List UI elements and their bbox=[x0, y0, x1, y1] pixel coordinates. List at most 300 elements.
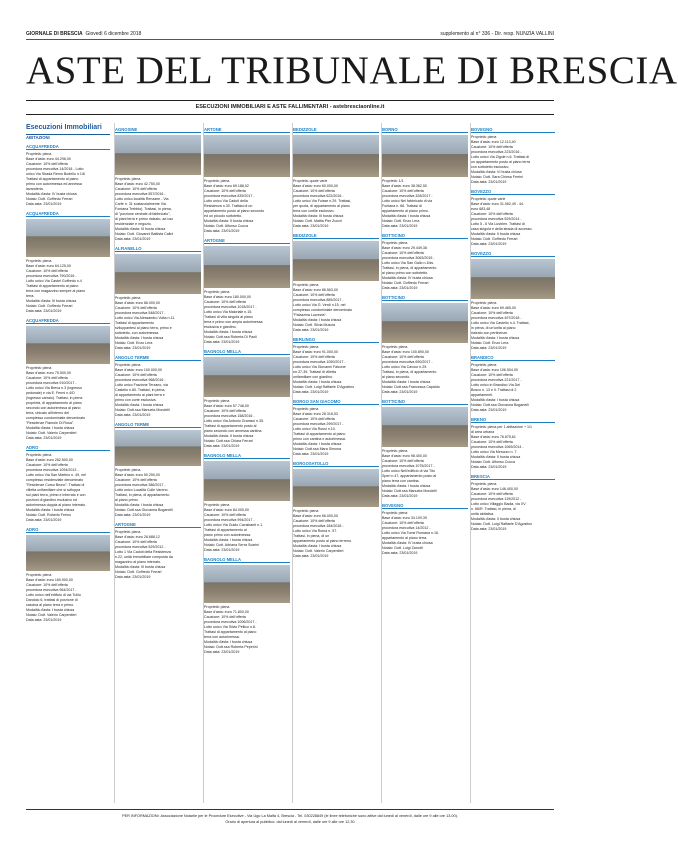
listing bbox=[115, 355, 201, 418]
listing-text: Data asta: 23/01/2019 bbox=[293, 328, 329, 332]
listing-text: procedura esecutiva 889/2017 - bbox=[293, 298, 344, 302]
listing-text: sviluppantesi al piano terra, primo e bbox=[115, 326, 172, 330]
listing-text: di appartamento ai piani terra e bbox=[115, 393, 165, 397]
listing-location: BOVEZZO bbox=[471, 251, 555, 257]
listing-text: Modalità d'asta: IV busta chiusa bbox=[26, 192, 77, 196]
listing-text: procedura esecutiva 1069/2014 - bbox=[471, 445, 524, 449]
listing-text: Lotto unico Via Giovanni Falcone bbox=[293, 365, 346, 369]
listing-text: Proprietà: piena bbox=[204, 503, 230, 507]
listing bbox=[204, 453, 290, 553]
listing-text: Cauzione: 10% dell'offerta bbox=[382, 251, 424, 255]
listing-text: procedura esecutiva 14/2012 - bbox=[382, 526, 431, 530]
listing bbox=[204, 127, 290, 234]
listing-text: Data asta: 23/01/2019 bbox=[471, 346, 507, 350]
listing-text: Proprietà: piena bbox=[471, 482, 497, 486]
listing-location: ADRO bbox=[26, 527, 110, 533]
listing-text: Lotto unico Via Fuisse n.29. Trattasi, bbox=[293, 199, 352, 203]
listing-text: Base d'asta: euro 28.318,53 bbox=[293, 412, 338, 416]
listing-text: Lotto unico Via Castel Goffredo n.4 bbox=[26, 279, 82, 283]
divider bbox=[26, 114, 554, 115]
listing-location: BEDIZZOLE bbox=[293, 233, 379, 239]
listing-text: Notaio: Dott. Sara Chiesa Ferrini bbox=[471, 175, 523, 179]
listing-text: in piena, di un'unità al piano bbox=[471, 326, 516, 330]
listing-text: Base d'asta: euro 66.000,00 bbox=[293, 514, 338, 518]
listing bbox=[471, 189, 555, 247]
listing-text: Proprietà: piena bbox=[26, 366, 52, 370]
listing-text: Data asta: 23/01/2019 bbox=[204, 444, 240, 448]
listing-text: Lotto unico Via G. Verdi n.15, nel bbox=[293, 303, 346, 307]
property-photo bbox=[115, 135, 201, 175]
listing-text: Base d'asta: euro 29.449,38 bbox=[382, 246, 427, 250]
listing-text: Cauzione: 10% dell'offerta bbox=[382, 521, 424, 525]
property-photo bbox=[204, 135, 290, 177]
listing-text: Notaio: Dott. Silvia Muscia bbox=[293, 323, 335, 327]
listing-text: Lotto unico Via Caduti della bbox=[204, 199, 248, 203]
listing-text: Cauzione: 10% dell'offerta bbox=[382, 189, 424, 193]
listing-text: unità abitativa. bbox=[471, 512, 495, 516]
property-photo bbox=[115, 254, 201, 294]
listing-text: magazzino al piano interrato. bbox=[115, 560, 162, 564]
listing bbox=[293, 399, 379, 457]
listing-text: appartamenti. bbox=[471, 393, 493, 397]
listing-text: Notaio: Dott. Valerio Carpentieri bbox=[293, 549, 344, 553]
listing-text: Lotto unico Villaggio Badia, via XV bbox=[471, 502, 526, 506]
listing-text: appartamento al piano terra. bbox=[382, 536, 428, 540]
listing-text: Notaio: Dott. Valerio Carpentieri bbox=[26, 613, 77, 617]
listing-location: BAGNOLO MELLA bbox=[204, 349, 290, 355]
listing-text: Modalità d'asta: III busta chiusa bbox=[26, 299, 77, 303]
listing-text: Modalità d'asta: III busta chiusa bbox=[115, 227, 166, 231]
listing-text: Base d'asta: euro 34.109,39 bbox=[382, 516, 427, 520]
listing-text: con sottotetto esclusivo. bbox=[471, 165, 510, 169]
listing-text: al piano primo con sottotetto. bbox=[382, 271, 429, 275]
listing-text: cascina al piano terra e primo. bbox=[26, 603, 75, 607]
listing-text: Data asta: 23/01/2019 bbox=[382, 224, 418, 228]
listing bbox=[382, 233, 468, 291]
listing-text: Proprietà: piena bbox=[115, 177, 141, 181]
listing-text: Data asta: 23/01/2019 bbox=[382, 551, 418, 555]
listing-text: Data asta: 23/01/2019 bbox=[115, 513, 151, 517]
listing-text: Data asta: 23/01/2019 bbox=[115, 237, 151, 241]
listing-text: Notaio: Dott.ssa Manuela Mondelli bbox=[115, 408, 170, 412]
listing-location: BOTTICINO bbox=[382, 233, 468, 239]
listing-text: Proprietà: piena bbox=[204, 399, 230, 403]
listing-text: appartamento posto al piano terreno. bbox=[293, 539, 352, 543]
listing-text: Base d'asta: euro 106.504,00 bbox=[471, 368, 518, 372]
listing-text: Cauzione: 10% dell'offerta bbox=[26, 269, 68, 273]
listing-text: primo con autorimessa ed annessa bbox=[26, 182, 82, 186]
listing-text: Cauzione: 10% dell'offerta bbox=[471, 492, 513, 496]
listing-text: Lotto unico Via Tome Romana n.16, bbox=[382, 531, 440, 535]
property-photo bbox=[293, 135, 379, 177]
listing-text: Data asta: 23/01/2019 bbox=[204, 229, 240, 233]
listing-text: Base d'asta: euro 100.000,00 bbox=[115, 368, 162, 372]
listing-location: ANGOLO TERME bbox=[115, 422, 201, 428]
newspaper-name: GIORNALE DI BRESCIA Giovedì 6 dicembre 2018 bbox=[26, 31, 142, 37]
listing-text: "Palazzina Lucrezia". bbox=[293, 313, 327, 317]
listing-text: Modalità d'asta: I busta chiusa bbox=[115, 336, 164, 340]
listing-location: BERLINGO bbox=[293, 337, 379, 343]
listing-text: Modalità d'asta: II busta chiusa bbox=[471, 232, 521, 236]
listing-text: Proprietà: piena bbox=[115, 296, 141, 300]
listing-text: Data asta: 23/01/2019 bbox=[115, 413, 151, 417]
listing-text: Notaio: Dott. Enzo Lera bbox=[115, 341, 153, 345]
listing-text: Notaio: Dott. Goffredo Ferrari bbox=[26, 304, 73, 308]
divider bbox=[26, 100, 554, 101]
listing-text: Proprietà: piena bbox=[471, 363, 497, 367]
listing-text: Modalità d'asta: I busta chiusa bbox=[115, 503, 164, 507]
listing-text: Base d'asta: euro 160.900,00 bbox=[26, 578, 73, 582]
listing-text: "Residenze Fiamule Di Rosa". bbox=[26, 421, 75, 425]
listing-text: procedura esecutiva 3063/2015 - bbox=[382, 256, 435, 260]
listing-location: ALFIANELLO bbox=[115, 246, 201, 252]
listing-text: Data asta: 23/01/2019 bbox=[471, 408, 507, 412]
listing-text: di piani terra e primo rialzato, ad uso bbox=[115, 217, 174, 221]
listing-text: Data asta: 23/01/2019 bbox=[26, 518, 62, 522]
listing-text: Data asta: 23/01/2019 bbox=[26, 436, 62, 440]
listing-text: procedura esecutiva 964/2017 - bbox=[26, 588, 77, 592]
listing bbox=[471, 417, 555, 470]
listing bbox=[293, 233, 379, 333]
listing-text: Base d'asta: euro 76.875,61 bbox=[471, 435, 516, 439]
listing-location: BOTTICINO bbox=[382, 295, 468, 301]
listing-text: procedura esecutiva 1018/2017 - bbox=[204, 305, 257, 309]
listing-text: Trattasi di appartamento al piano bbox=[26, 284, 79, 288]
listing-text: Resistenza n.30. Trattasi di un bbox=[204, 204, 253, 208]
listing bbox=[293, 127, 379, 229]
listing-text: Notaio: Dott. Luigi Raffaele D'Agostino bbox=[471, 522, 533, 526]
listing-text: casa singola e della strada di accesso. bbox=[471, 227, 533, 231]
listing-text: Base d'asta: euro 86.000,00 bbox=[115, 301, 160, 305]
listing-column bbox=[470, 123, 555, 803]
listing-location: ACQUAFREDDA bbox=[26, 318, 110, 324]
listing-text: procedura esecutiva 328/2017 - bbox=[382, 194, 433, 198]
listing-text: Proprietà: piena bbox=[382, 511, 408, 515]
listing-location: BOVEGNO bbox=[471, 127, 555, 133]
listing-text: procedura esecutiva 839/2017 - bbox=[204, 194, 255, 198]
property-photo bbox=[115, 430, 201, 466]
listing-text: procedura esecutiva 14/2018 - Lotto bbox=[26, 167, 84, 171]
listing-text: Cauzione: 10% dell'offerta bbox=[471, 145, 513, 149]
property-photo bbox=[26, 535, 110, 571]
listing-text: Notaio: Dott. Mattia Pier Zuccri bbox=[293, 219, 342, 223]
listing-text: lavanderia. bbox=[26, 187, 44, 191]
listing-text: proprietà, di appartamento al piano bbox=[26, 401, 82, 405]
listing bbox=[382, 399, 468, 499]
listing bbox=[471, 251, 555, 351]
listing-text: Cauzione: 10% dell'offerta bbox=[204, 189, 246, 193]
listing-text: Data asta: 23/01/2019 bbox=[115, 575, 151, 579]
listing-location: ANGOLO TERME bbox=[115, 355, 201, 361]
listing-text: Lotto unico Frazione Terzano, via bbox=[115, 383, 168, 387]
listing-text: Notaio: Dott. Alfonso Cucca bbox=[204, 224, 248, 228]
listing bbox=[204, 238, 290, 345]
listing-text: Cauzione: 10% dell'offerta bbox=[382, 355, 424, 359]
listing-text: Notaio: Dott.ssa Mara Simona bbox=[293, 447, 341, 451]
listing-location: ARTONE bbox=[204, 127, 290, 133]
listing-text: Proprietà: piena bbox=[382, 241, 408, 245]
listing-text: Cauzione: 10% dell'offerta bbox=[293, 417, 335, 421]
listing-text: Modalità d'asta: III busta chiusa bbox=[115, 565, 166, 569]
listing-text: Cauzione: 10% dell'offerta bbox=[293, 189, 335, 193]
listing-text: Modalità d'asta: I busta chiusa bbox=[26, 608, 75, 612]
listing-location: BAGNOLO MELLA bbox=[204, 557, 290, 563]
listing-text: Notaio: Dott. Luigi Zanotti bbox=[382, 546, 423, 550]
listing-text: Lotto unico Via Cavour n.29. bbox=[382, 365, 428, 369]
listing-text: Notaio: Dott.ssa Giovanna Boganelli bbox=[471, 403, 529, 407]
listing-text: Modalità d'asta: I busta chiusa bbox=[382, 484, 431, 488]
listing-text: Base d'asta: euro 28.688,12 bbox=[115, 535, 160, 539]
listing-text: procedura esecutiva 221/2017 - bbox=[471, 378, 522, 382]
listing-text: Base d'asta: euro 86.563,00 bbox=[293, 288, 338, 292]
listing-text: Castello n.80. Trattasi, in piena, bbox=[115, 388, 166, 392]
listing-text: Bosco n. 13 e Il. Trattasi di 2 bbox=[471, 388, 517, 392]
listing-column bbox=[114, 123, 201, 803]
listing-text: Proprietà: piena bbox=[293, 283, 319, 287]
listing-text: Lotto unico Località Colle Vareno. bbox=[115, 488, 169, 492]
listing-text: Proprietà: piena bbox=[204, 605, 230, 609]
listing-text: procedura esecutiva 557/2016 - bbox=[115, 192, 166, 196]
listing-text: procedura esecutiva 529/2012 - bbox=[115, 545, 166, 549]
listing-text: piano primo con autorimessa. bbox=[204, 533, 252, 537]
listing bbox=[471, 474, 555, 532]
listing-text: Trattasi di appartamento posto al bbox=[204, 424, 257, 428]
listing-text: Lotto unico Via Roma n. 57. bbox=[293, 529, 338, 533]
listing-text: Trattasi di appartamento al piano bbox=[204, 630, 257, 634]
listing-text: Modalità d'asta: I busta chiusa bbox=[204, 330, 253, 334]
listing-text: procedura esecutiva 119/2012 - bbox=[471, 497, 522, 501]
listing-text: Cauzione: 10% dell'offerta bbox=[382, 459, 424, 463]
listing-text: Notaio: Dott. Luigi Raffaele D'Agostino bbox=[293, 385, 355, 389]
listing-text: Lotto unico Via Guido Cavalcanti n.1. bbox=[204, 523, 264, 527]
listing bbox=[382, 127, 468, 229]
listing-text: Modalità d'asta: II busta chiusa bbox=[471, 517, 521, 521]
listing-text: primo con cantina e autorimessa. bbox=[293, 437, 346, 441]
listing-text: al piano secondo. bbox=[382, 375, 411, 379]
listing-text: Modalità d'asta: I busta chiusa bbox=[293, 318, 342, 322]
listing-text: procedura esecutiva 386/2017 - bbox=[115, 483, 166, 487]
listing bbox=[26, 144, 110, 207]
listing-text: Modalità d'asta: I busta chiusa bbox=[382, 214, 431, 218]
listing-text: Notaio: Dott. Valerio Carpentieri bbox=[26, 431, 77, 435]
listing-location: BOTTICINO bbox=[382, 399, 468, 405]
masthead-bar bbox=[26, 29, 554, 40]
listing-text: di "porzione centrale di fabbricato", bbox=[115, 212, 171, 216]
listing-text: Data asta: 23/01/2019 bbox=[26, 618, 62, 622]
listing-text: Lotto unico Via Silvio Pellico n.8. bbox=[204, 625, 256, 629]
listing-text: Cauzione: 10% dell'offerta bbox=[115, 540, 157, 544]
listing-text: Proprietà: piena bbox=[204, 290, 230, 294]
listing-text: Notaio: Dott.ssa Francesca Capaldo bbox=[382, 385, 440, 389]
listing-text: Dandolo 6, trattasi di porzione di bbox=[26, 598, 78, 602]
listing-text: complesso condominiale denominato bbox=[26, 416, 86, 420]
listing-location: AGNOSINE bbox=[115, 127, 201, 133]
listing-text: procedura esecutiva 994/2017 - bbox=[204, 518, 255, 522]
listing-text: Base d'asta: euro 50.250,00 bbox=[115, 473, 160, 477]
listing-text: Base d'asta: euro 38.362,50 bbox=[382, 184, 427, 188]
listing-text: Trattasi di appartamento al bbox=[204, 528, 247, 532]
listing-text: Cauzione: 10% dell'offerta bbox=[293, 355, 335, 359]
listing bbox=[115, 522, 201, 580]
listing-text: Data asta: 23/01/2019 bbox=[471, 465, 507, 469]
listing-text: Modalità d'asta: IV busta chiusa bbox=[382, 541, 433, 545]
listing-text: Lotto unico Via Zigole n.6. Trattasi di bbox=[471, 155, 530, 159]
listing-text: Modalità d'asta: I busta chiusa bbox=[293, 380, 342, 384]
listing-text: Notaio: Dott. Enzo Lera bbox=[382, 219, 420, 223]
listing-text: procedura esecutiva 690/2017 - bbox=[382, 360, 433, 364]
listing-text: Modalità d'asta: I busta chiusa bbox=[204, 538, 253, 542]
listing-text: Proprietà: piena bbox=[293, 509, 319, 513]
listing-text: Base d'asta: euro 31.062,49 - 44. bbox=[471, 202, 525, 206]
listing-text: Lotto unico Via Maioriale n.15. bbox=[204, 310, 253, 314]
listing-location: BAGNOLO MELLA bbox=[204, 453, 290, 459]
listing-text: sui piani terra, primo e interrato e con bbox=[26, 493, 86, 497]
listing-text: Modalità d'asta: I busta chiusa bbox=[293, 544, 342, 548]
listing-text: Proprietà: piena bbox=[293, 407, 319, 411]
listing-location: ACQUAFREDDA bbox=[26, 211, 110, 217]
listing-text: Proprietà: quote varie bbox=[471, 197, 506, 201]
listing-location: BORNO bbox=[382, 127, 468, 133]
listing-text: Modalità d'asta: II busta chiusa bbox=[204, 434, 254, 438]
listing-text: Proprietà: piena per 1 abitazione + 1/1 bbox=[471, 425, 533, 429]
listing-text: procedura esecutiva 1094/2013 - bbox=[26, 468, 79, 472]
listing-text: procedura esecutiva 529/2014 - bbox=[471, 217, 522, 221]
listing-column bbox=[292, 123, 379, 803]
listing-location: BORGOSATOLLO bbox=[293, 461, 379, 467]
listing-text: appartamento posto al piano secondo bbox=[204, 209, 265, 213]
listing-text: Cauzione: 10% dell'offerta bbox=[115, 478, 157, 482]
listing-text: terra con autorimessa. bbox=[204, 635, 240, 639]
listing-text: Data asta: 23/01/2019 bbox=[471, 242, 507, 246]
page-title: ASTE DEL TRIBUNALE DI BRESCIA bbox=[26, 49, 678, 92]
listing-text: Cauzione: 10% dell'offerta bbox=[26, 463, 68, 467]
property-photo bbox=[26, 326, 110, 364]
property-photo bbox=[204, 461, 290, 501]
listing-text: Modalità d'asta: III busta chiusa bbox=[293, 214, 344, 218]
listing-location: ARTOGNE bbox=[204, 238, 290, 244]
listing-text: Base d'asta: euro 44.296,00 bbox=[26, 157, 71, 161]
page-subtitle: ESECUZIONI IMMOBILIARI E ASTE FALLIMENTARI - astebresciaonline.it bbox=[195, 104, 385, 110]
listing-text: Cauzione: 10% dell'offerta bbox=[471, 373, 513, 377]
listing-text: procedura esecutiva 299/2017 - bbox=[293, 422, 344, 426]
listing-text: Base d'asta: euro 64.125,00 bbox=[26, 264, 71, 268]
listing-location: ADRO bbox=[26, 445, 110, 451]
listing-text: Base d'asta: euro 98.400,00 bbox=[382, 454, 427, 458]
property-photo bbox=[204, 565, 290, 603]
listing-text: procedura esecutiva 790/2016 - bbox=[26, 274, 77, 278]
listing-text: Trattasi di appartamento al piano bbox=[293, 432, 346, 436]
listing-text: Lotto unico Via Antonio Gramsci n.35. bbox=[204, 419, 265, 423]
listing-text: Base d'asta: euro 146.400,00 bbox=[471, 487, 518, 491]
listing-text: procedura esecutiva 548/2017 - bbox=[115, 311, 166, 315]
listing-text: Cauzione: 10% dell'offerta bbox=[293, 519, 335, 523]
listing-text: Notaio: Dott.ssa Manuela Mondelli bbox=[382, 489, 437, 493]
listing-text: Proprietà: quote varie bbox=[293, 179, 328, 183]
listing-text: Cauzione: 10% dell'offerta bbox=[204, 409, 246, 413]
listing-text: Notaio: Dott. Enzo Lera bbox=[471, 341, 509, 345]
listing bbox=[26, 527, 110, 623]
listing-text: euro 683,48 bbox=[471, 207, 491, 211]
listing bbox=[382, 295, 468, 395]
listing-text: procedura esecutiva 158/2016 - bbox=[204, 414, 255, 418]
listing-text: Notaio: Dott.ssa Giovanna Boganelli bbox=[115, 508, 173, 512]
listing-text: per quota, di appartamento al piano bbox=[293, 204, 350, 208]
listing-text: Notaio: Dott.ssa Roberta Di Paoli bbox=[204, 335, 257, 339]
listing-text: Lotto unico Via Alessandro Volta n.11. bbox=[115, 316, 176, 320]
listing-text: Fontana Trebbio). Trattasi, in piena, bbox=[115, 207, 172, 211]
listing-text: Data asta: 23/01/2019 bbox=[115, 346, 151, 350]
listing bbox=[471, 127, 555, 185]
listing-text: Data asta: 23/01/2019 bbox=[293, 224, 329, 228]
listing bbox=[204, 557, 290, 655]
listing-text: procedura esecutiva 497/2018 - bbox=[471, 316, 522, 320]
listing-text: Data asta: 23/01/2019 bbox=[382, 286, 418, 290]
listing-text: Lotto unico Via San Martino n. 49, nel bbox=[26, 473, 86, 477]
listing-text: Modalità d'asta: I busta chiusa bbox=[26, 426, 75, 430]
listing-location: BRENO bbox=[471, 417, 555, 423]
listing-text: Proprietà: piena bbox=[204, 179, 230, 183]
listing-text: piano terra con cantina. bbox=[382, 479, 420, 483]
listing-text: sottotetto, con autorimessa. bbox=[115, 331, 160, 335]
listing-text: rialzato con pertinenze. bbox=[471, 331, 509, 335]
listing-text: Modalità d'asta: I busta chiusa bbox=[471, 398, 520, 402]
listing-text: Modalità d'asta: I busta chiusa bbox=[26, 508, 75, 512]
footer bbox=[26, 809, 554, 825]
supplement-info: supplemento al n° 336 - Dir. resp. NUNZIA VALLINI bbox=[440, 31, 554, 37]
listing-text: procedura esecutiva 910/2017 - bbox=[26, 381, 77, 385]
listing-text: procedura esecutiva 184/2018 - bbox=[293, 524, 344, 528]
listing-text: terra con magazzino sempre al piano bbox=[26, 289, 86, 293]
listing-text: Lotto unico nell'edificio di via Tullio bbox=[26, 593, 81, 597]
listing-text: Modalità d'asta: I busta chiusa bbox=[115, 403, 164, 407]
listing-text: Proprietà: piena bbox=[26, 259, 52, 263]
listing-text: Cauzione: 10% dell'offerta bbox=[115, 306, 157, 310]
footer-info: PER INFORMAZIONI: Associazione Notarile per le Procedure Esecutive - Via Ugo La Malfa 4, Brescia - Tel. 030228849 (le linee telefoniche sono attive dal lunedì al venerdì, dalle ore 9 alle ore 13.00). bbox=[122, 814, 458, 818]
listing-text: Proprietà: piena bbox=[115, 363, 141, 367]
listing-text: Data asta: 23/01/2019 bbox=[293, 390, 329, 394]
listing-text: Proprietà: piena bbox=[115, 468, 141, 472]
listing-text: Notaio: Dott. Goffredo Ferrari bbox=[26, 197, 73, 201]
listing-column bbox=[381, 123, 468, 803]
listing-text: Base d'asta: euro 69.465,00 bbox=[471, 306, 516, 310]
property-photo bbox=[382, 407, 468, 447]
listing-text: Proprietà: piena bbox=[293, 345, 319, 349]
listing-text: Lotto unico Via Meruzzo n. 7. bbox=[471, 450, 518, 454]
listing bbox=[293, 337, 379, 395]
listing-column bbox=[203, 123, 290, 803]
listing-text: Base d'asta: euro 12.113,40 bbox=[471, 140, 516, 144]
listing-text: Notaio: Dott. Goffredo Ferrari bbox=[115, 570, 162, 574]
listing-text: Carfe n. 31 sostanzialmente Via bbox=[115, 202, 166, 206]
property-photo bbox=[293, 241, 379, 281]
listing-text: procedura esecutiva 1050/2017 - bbox=[293, 360, 346, 364]
listing-text: terra con cortile esclusivo. bbox=[293, 209, 335, 213]
listing-text: Lotto unico Via Castello n.4. Trattasi, bbox=[471, 321, 530, 325]
listing-text: Cauzione: 10% dell'offerta bbox=[471, 311, 513, 315]
listing-text: Trattasi di villa singola al piano bbox=[204, 315, 253, 319]
listing bbox=[115, 246, 201, 351]
listing-location: BEDIZZOLE bbox=[293, 127, 379, 133]
listing-text: Base d'asta: euro 91.000,00 bbox=[293, 350, 338, 354]
listing-text: "Residenze Corso Bruno". Trattasi di bbox=[26, 483, 85, 487]
listing-text: Cauzione: 10% dell'offerta bbox=[204, 300, 246, 304]
listing-text: Lotto unico Via Rossi n.10. bbox=[293, 427, 336, 431]
listing-text: Data asta: 23/01/2019 bbox=[471, 527, 507, 531]
listing-text: procedura esecutiva 1075/2017 - bbox=[382, 464, 435, 468]
listing-text: piano secondo con annessa cantina. bbox=[204, 429, 263, 433]
listing-text: Lotto 5 - 6 Via Lustrien. Trattasi di bbox=[471, 222, 525, 226]
listing-text: Notaio: Dott.ssa Roberta Peperini bbox=[204, 645, 258, 649]
